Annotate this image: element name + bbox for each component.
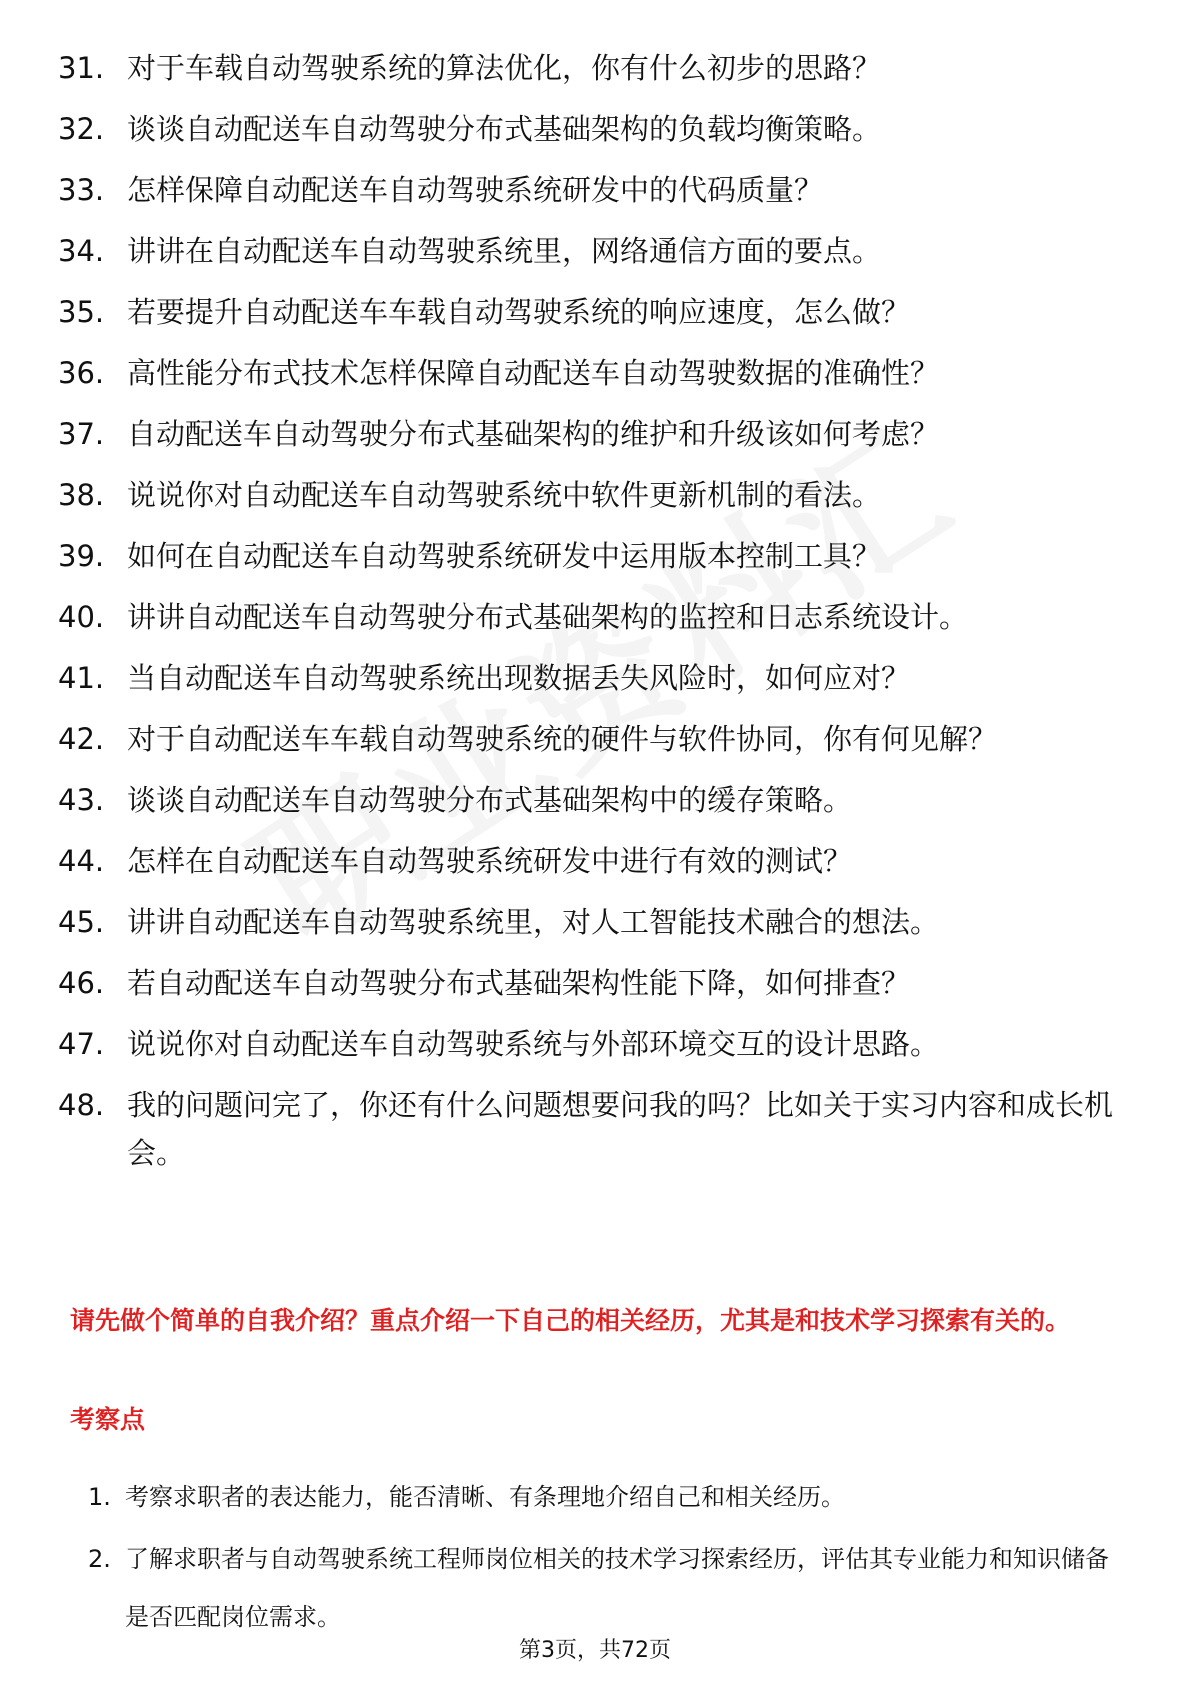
question-text: 谈谈自动配送车自动驾驶分布式基础架构的负载均衡策略。: [127, 112, 882, 146]
point-text: 了解求职者与自动驾驶系统工程师岗位相关的技术学习探索经历，评估其专业能力和知识储备是否匹配岗位需求。: [125, 1545, 1109, 1631]
page-footer: 第3页，共72页: [519, 1638, 671, 1663]
list-item-q43: [0, 776, 1190, 824]
list-item-q44: [0, 837, 1190, 885]
point-number: 1.: [88, 1483, 111, 1511]
question-text: 对于车载自动驾驶系统的算法优化，你有什么初步的思路？: [127, 51, 882, 85]
question-number: 48.: [58, 1088, 105, 1122]
point-number: 2.: [88, 1545, 111, 1573]
question-text: 讲讲在自动配送车自动驾驶系统里，网络通信方面的要点。: [127, 234, 882, 268]
question-text: 说说你对自动配送车自动驾驶系统中软件更新机制的看法。: [127, 478, 882, 512]
question-text: 怎样在自动配送车自动驾驶系统研发中进行有效的测试？: [127, 844, 853, 878]
list-item-q47: [0, 1020, 1190, 1068]
list-item-q41: [0, 654, 1190, 702]
question-text: 若要提升自动配送车车载自动驾驶系统的响应速度，怎么做？: [127, 295, 911, 329]
question-text: 自动配送车自动驾驶分布式基础架构的维护和升级该如何考虑？: [127, 417, 940, 451]
list-item-q48: [0, 1081, 1190, 1177]
question-list: [0, 44, 1190, 1190]
point-list: [0, 1468, 1190, 1650]
question-text: 说说你对自动配送车自动驾驶系统与外部环境交互的设计思路。: [127, 1027, 940, 1061]
question-number: 44.: [58, 844, 105, 878]
list-item-q32: [0, 105, 1190, 153]
question-number: 33.: [58, 173, 105, 207]
question-text: 高性能分布式技术怎样保障自动配送车自动驾驶数据的准确性？: [127, 356, 940, 390]
question-text: 讲讲自动配送车自动驾驶分布式基础架构的监控和日志系统设计。: [127, 600, 969, 634]
list-item-q35: [0, 288, 1190, 336]
question-number: 32.: [58, 112, 105, 146]
list-item-q42: [0, 715, 1190, 763]
list-item-q40: [0, 593, 1190, 641]
question-number: 34.: [58, 234, 105, 268]
section-heading: 考察点: [70, 1405, 146, 1434]
list-item-q45: [0, 898, 1190, 946]
question-number: 35.: [58, 295, 105, 329]
question-number: 41.: [58, 661, 105, 695]
list-item-q39: [0, 532, 1190, 580]
list-item-q34: [0, 227, 1190, 275]
list-item-q33: [0, 166, 1190, 214]
question-number: 36.: [58, 356, 105, 390]
list-item-point-1: [0, 1468, 1190, 1526]
list-item-q37: [0, 410, 1190, 458]
question-text: 对于自动配送车车载自动驾驶系统的硬件与软件协同，你有何见解？: [127, 722, 998, 756]
question-number: 37.: [58, 417, 105, 451]
list-item-q36: [0, 349, 1190, 397]
question-text: 若自动配送车自动驾驶分布式基础架构性能下降，如何排查？: [127, 966, 911, 1000]
list-item-q31: [0, 44, 1190, 92]
question-number: 40.: [58, 600, 105, 634]
list-item-point-2: [0, 1530, 1190, 1646]
question-number: 39.: [58, 539, 105, 573]
question-number: 47.: [58, 1027, 105, 1061]
list-item-q46: [0, 959, 1190, 1007]
question-text: 当自动配送车自动驾驶系统出现数据丢失风险时，如何应对？: [127, 661, 911, 695]
question-text: 讲讲自动配送车自动驾驶系统里，对人工智能技术融合的想法。: [127, 905, 940, 939]
question-text: 如何在自动配送车自动驾驶系统研发中运用版本控制工具？: [127, 539, 882, 573]
featured-question: 请先做个简单的自我介绍？重点介绍一下自己的相关经历，尤其是和技术学习探索有关的。: [70, 1306, 1071, 1335]
question-text: 我的问题问完了，你还有什么问题想要问我的吗？比如关于实习内容和成长机会。: [127, 1088, 1114, 1170]
list-item-q38: [0, 471, 1190, 519]
question-number: 43.: [58, 783, 105, 817]
question-text: 谈谈自动配送车自动驾驶分布式基础架构中的缓存策略。: [127, 783, 853, 817]
question-text: 怎样保障自动配送车自动驾驶系统研发中的代码质量？: [127, 173, 824, 207]
question-number: 42.: [58, 722, 105, 756]
question-number: 38.: [58, 478, 105, 512]
question-number: 46.: [58, 966, 105, 1000]
point-text: 考察求职者的表达能力，能否清晰、有条理地介绍自己和相关经历。: [125, 1483, 845, 1511]
question-number: 45.: [58, 905, 105, 939]
question-number: 31.: [58, 51, 105, 85]
